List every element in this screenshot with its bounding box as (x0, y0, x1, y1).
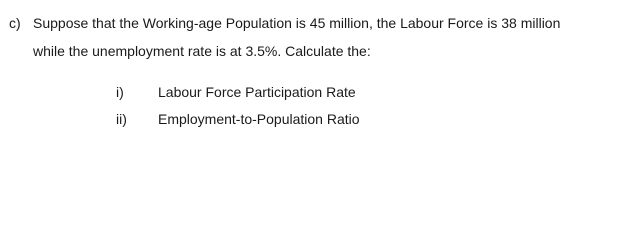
sub-question-text: Labour Force Participation Rate (158, 84, 356, 100)
question-text-line-2: while the unemployment rate is at 3.5%. Calculate the: (33, 43, 371, 59)
question-text-line-1: Suppose that the Working-age Population is 45 million, the Labour Force is 38 million (33, 15, 561, 31)
sub-question-number: ii) (116, 111, 127, 127)
question-label: c) (9, 15, 21, 31)
sub-question-ii (0, 110, 635, 128)
sub-question-number: i) (116, 84, 124, 100)
sub-question-text: Employment-to-Population Ratio (158, 111, 360, 127)
sub-question-i (0, 83, 635, 101)
